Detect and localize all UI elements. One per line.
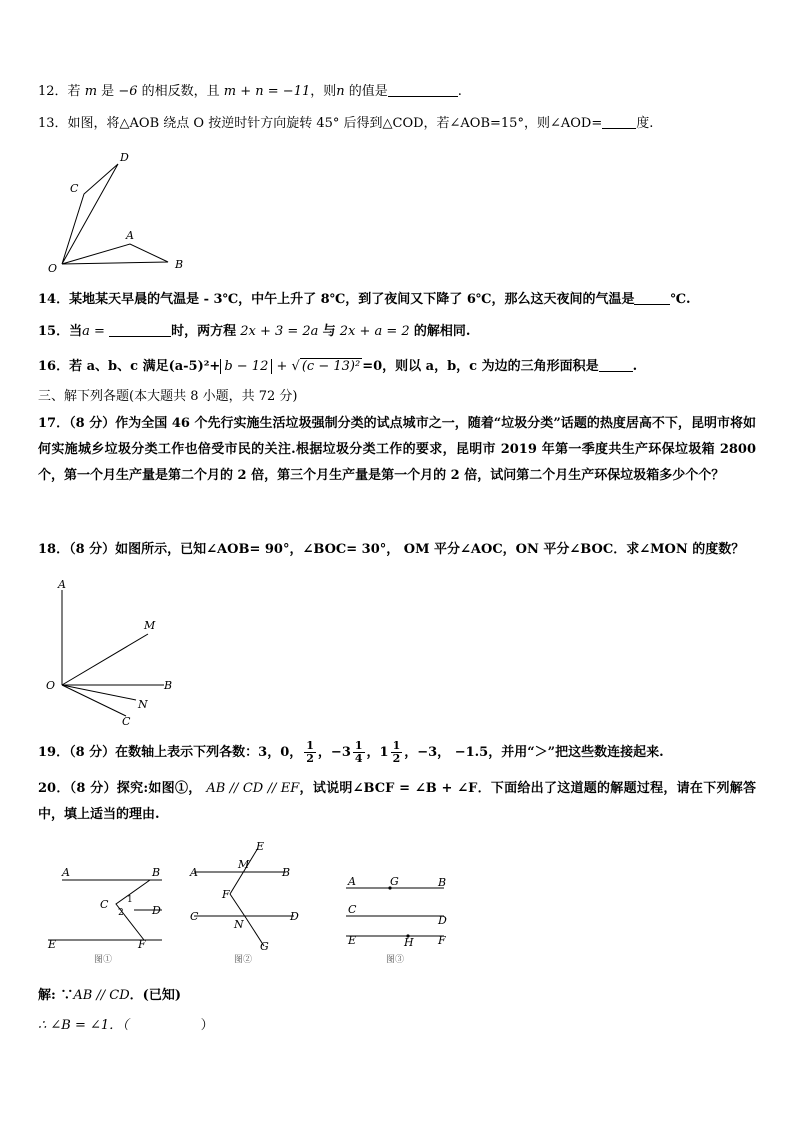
- question-17: 17．（8 分）作为全国 46 个先行实施生活垃圾强制分类的试点城市之一，随着“垃圾分类”话题的热度居高不下，昆明市将如何实施城乡垃圾分类工作也倍受市民的关注.根据垃圾分类工作的要求，昆明市 2019 年第一季度共生产环保垃圾箱 2800 个，第一个月生产量是第二个月的 2 倍，第三个月生产量是第一个月的 2 倍，试问第二个月生产环保垃圾箱多少个个？: [38, 416, 756, 483]
- label-e: E: [48, 938, 57, 951]
- label-a: A: [126, 229, 134, 242]
- solution-text: ．(已知): [129, 988, 181, 1003]
- q19-text: ，−3: [317, 745, 351, 760]
- ray-om: [62, 634, 148, 685]
- fraction-quarter: [353, 740, 365, 765]
- q14-unit: ℃.: [670, 292, 691, 307]
- q12-text: 的值是: [348, 84, 388, 99]
- figure-18-angles: [40, 576, 200, 726]
- solution-text: 解: ∵: [38, 988, 74, 1003]
- figure-20-2: [186, 838, 306, 968]
- label-c: C: [122, 715, 131, 726]
- label-g: G: [260, 940, 269, 953]
- answer-blank[interactable]: [109, 324, 171, 337]
- solution-relation: AB // CD: [73, 988, 130, 1003]
- figure-20-3: [340, 866, 460, 966]
- q12-text: 若: [67, 84, 81, 99]
- q20-text: ，试说明∠BCF = ∠B + ∠F．下面给出了这道题的解题过程，请在下列解答中，填上适当的理由.: [38, 781, 757, 822]
- label-f: F: [438, 934, 446, 947]
- label-d: D: [152, 904, 161, 917]
- triangle-aob: [62, 244, 168, 264]
- label-d: D: [120, 151, 129, 164]
- figure-20-1: [44, 838, 184, 968]
- label-a: A: [190, 866, 198, 879]
- section-heading: 三、解下列各题(本大题共 8 小题，共 72 分): [38, 389, 298, 404]
- label-e: E: [348, 934, 357, 947]
- fraction-half: [391, 740, 403, 765]
- question-18: 18．（8 分）如图所示，已知∠AOB= 90°，∠BOC= 30°， OM 平分∠AOC，ON 平分∠BOC．求∠MON 的度数？: [38, 542, 745, 557]
- label-a: A: [58, 578, 66, 591]
- label-h: H: [404, 936, 414, 949]
- question-16: [38, 356, 637, 378]
- q15-number: 15．: [38, 324, 70, 339]
- q15-text: 的解相同.: [413, 324, 471, 339]
- label-o: O: [46, 679, 56, 692]
- q12-value: −6: [118, 84, 138, 99]
- angle-1-label: 1: [127, 895, 133, 905]
- q15-text: 时，两方程: [171, 324, 237, 339]
- label-o: O: [48, 262, 58, 275]
- label-d: D: [438, 914, 447, 927]
- answer-blank[interactable]: [599, 359, 633, 372]
- denominator: 2: [306, 752, 314, 765]
- label-b: B: [164, 679, 173, 692]
- q12-equation: m + n = −11: [223, 84, 311, 99]
- q16-plus: +: [276, 359, 288, 374]
- label-f: F: [222, 888, 230, 901]
- label-c: C: [100, 898, 109, 911]
- denominator: 4: [354, 752, 363, 765]
- q15-text: 与: [322, 324, 336, 339]
- label-e: E: [256, 840, 265, 853]
- solution-text: ）: [200, 1018, 214, 1033]
- q19-text: ，−3， −1.5，并用“＞”把这些数连接起来.: [404, 745, 664, 760]
- numerator: 1: [392, 739, 401, 752]
- q15-var-a: a: [82, 324, 90, 339]
- answer-blank[interactable]: [634, 292, 670, 305]
- q16-abs-value: b − 12: [220, 359, 272, 374]
- label-a: A: [348, 875, 356, 888]
- label-m: M: [238, 858, 250, 871]
- q14-text: 14．某地某天早晨的气温是 - 3℃，中午上升了 8℃，到了夜间又下降了 6℃，那么这天夜间的气温是: [38, 292, 635, 307]
- solution-line-1: [38, 987, 181, 1005]
- solution-line-2: [38, 1017, 214, 1035]
- answer-blank[interactable]: [602, 116, 636, 129]
- ray-oc: [62, 685, 126, 716]
- q16-text: =0，则以 a，b，c 为边的三角形面积是: [362, 359, 599, 374]
- q16-period: .: [632, 359, 638, 374]
- question-13: [38, 115, 653, 133]
- caption-figure-2: 图②: [234, 955, 253, 965]
- question-14: [38, 291, 691, 309]
- question-19: [38, 739, 664, 767]
- label-g: G: [390, 875, 399, 888]
- label-c: C: [190, 910, 199, 923]
- q13-number: 13．: [38, 116, 68, 131]
- denominator: 2: [392, 752, 401, 765]
- q15-equation-1: 2x + 3 = 2a: [240, 324, 319, 339]
- q12-text: ，则: [310, 84, 337, 99]
- caption-figure-3: 图③: [386, 955, 405, 965]
- question-20: [38, 776, 756, 828]
- q16-number: 16．: [38, 359, 70, 374]
- fraction-half: [304, 740, 316, 765]
- label-c: C: [348, 903, 357, 916]
- question-15: [38, 323, 470, 341]
- label-b: B: [282, 866, 291, 879]
- q15-equation-2: 2x + a = 2: [339, 324, 410, 339]
- q15-text: =: [94, 324, 105, 339]
- sqrt-symbol: √: [291, 359, 300, 374]
- q19-text: 19．（8 分）在数轴上表示下列各数：3，0，: [38, 745, 303, 760]
- q16-sqrt-expr: (c − 13)²: [301, 359, 361, 374]
- label-b: B: [175, 258, 184, 271]
- numerator: 1: [354, 739, 363, 752]
- q13-unit: 度.: [636, 116, 654, 131]
- q12-text: 是: [101, 84, 115, 99]
- q15-text: 当: [69, 324, 83, 339]
- label-b: B: [152, 866, 161, 879]
- q12-period: .: [457, 84, 462, 99]
- label-d: D: [290, 910, 299, 923]
- label-m: M: [144, 619, 156, 632]
- q19-text: ，1: [366, 745, 389, 760]
- triangle-cod: [62, 164, 118, 264]
- q12-text: 的相反数，且: [141, 84, 220, 99]
- q12-var-m: m: [84, 84, 98, 99]
- label-n: N: [234, 918, 244, 931]
- label-n: N: [138, 698, 148, 711]
- label-b: B: [438, 876, 447, 889]
- caption-figure-1: 图①: [94, 955, 113, 965]
- label-a: A: [62, 866, 70, 879]
- label-c: C: [70, 182, 79, 195]
- q20-parallel-relation: AB // CD // EF: [206, 781, 300, 796]
- angle-2-label: 2: [118, 908, 124, 918]
- ray-on: [62, 685, 136, 700]
- q12-number: 12．: [38, 84, 68, 99]
- answer-blank[interactable]: [388, 84, 458, 97]
- question-12: [38, 83, 462, 101]
- q16-text: 若 a、b、c 满足(a-5)²+: [69, 359, 221, 374]
- label-f: F: [138, 938, 146, 951]
- figure-13-rotation: [40, 146, 200, 276]
- q20-text: 20．（8 分）探究:如图①，: [38, 781, 202, 796]
- numerator: 1: [306, 739, 314, 752]
- solution-text: ∴ ∠B = ∠1．（: [38, 1018, 129, 1033]
- q12-var-n: n: [336, 84, 345, 99]
- q13-text: 如图，将△AOB 绕点 O 按逆时针方向旋转 45° 后得到△COD，若∠AOB=15°，则∠AOD=: [67, 116, 603, 131]
